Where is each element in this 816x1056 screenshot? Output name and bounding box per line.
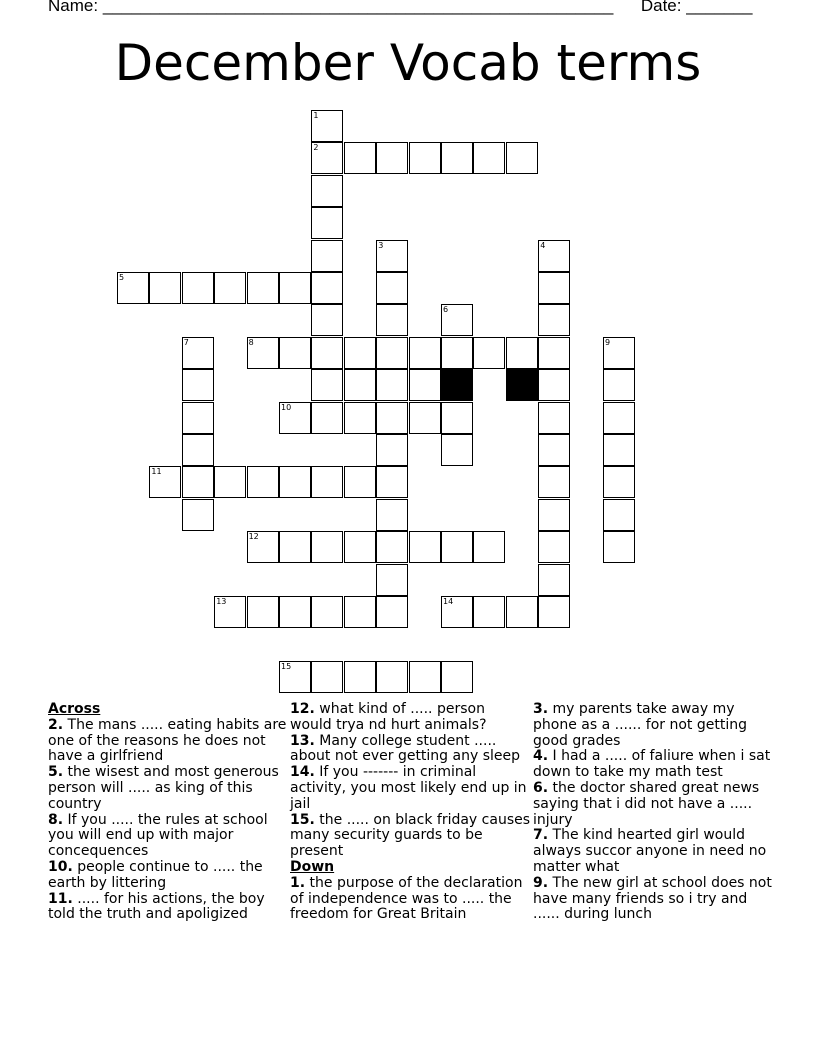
grid-cell[interactable]: [376, 466, 408, 498]
grid-cell[interactable]: [376, 240, 408, 272]
grid-cell[interactable]: [506, 337, 538, 369]
grid-cell[interactable]: [182, 499, 214, 531]
grid-cell[interactable]: [182, 402, 214, 434]
clue-number: 3.: [533, 701, 549, 717]
clue-text: The mans ..... eating habits are one of the reasons he does not have a girlfriend: [48, 716, 287, 765]
grid-cell[interactable]: [247, 531, 279, 563]
clue-number: 9.: [533, 874, 549, 891]
name-label: Name:: [48, 0, 99, 15]
grid-cell[interactable]: [149, 466, 181, 498]
clue-item: [533, 781, 773, 828]
grid-cell[interactable]: [538, 531, 570, 563]
clue-item: [290, 765, 530, 812]
grid-cell[interactable]: [603, 337, 635, 369]
grid-cell[interactable]: [311, 142, 343, 174]
grid-cell[interactable]: [538, 499, 570, 531]
grid-cell[interactable]: [603, 499, 635, 531]
grid-cell[interactable]: [441, 596, 473, 628]
clue-number: 2.: [48, 716, 64, 733]
grid-cell[interactable]: [311, 466, 343, 498]
clue-item: [48, 860, 288, 892]
grid-cell[interactable]: [473, 531, 505, 563]
grid-cell[interactable]: [538, 337, 570, 369]
clue-number: 1.: [290, 874, 306, 891]
clue-text: ..... for his actions, the boy told the truth and apoligized: [48, 890, 265, 923]
grid-cell[interactable]: [279, 337, 311, 369]
clue-text: people continue to ..... the earth by littering: [48, 858, 263, 891]
grid-cell[interactable]: [473, 596, 505, 628]
clue-number: 11.: [48, 890, 73, 907]
grid-cell[interactable]: [409, 337, 441, 369]
clue-text: the doctor shared great news saying that i did not have a ..... injury: [533, 779, 760, 828]
grid-cell[interactable]: [441, 661, 473, 693]
grid-cell[interactable]: [279, 466, 311, 498]
grid-cell[interactable]: [344, 466, 376, 498]
grid-cell[interactable]: [538, 240, 570, 272]
clue-item: [533, 702, 773, 749]
grid-cell[interactable]: [409, 531, 441, 563]
date-label: Date:: [640, 0, 682, 15]
cell-number: 7: [183, 337, 189, 347]
grid-cell[interactable]: [376, 142, 408, 174]
grid-cell[interactable]: [376, 337, 408, 369]
grid-cell[interactable]: [344, 142, 376, 174]
down-heading: Down: [290, 858, 335, 875]
clue-number: 10.: [48, 858, 73, 875]
grid-cell[interactable]: [279, 531, 311, 563]
grid-cell[interactable]: [538, 402, 570, 434]
grid-cell[interactable]: [311, 304, 343, 336]
clue-text: If you ------- in criminal activity, you most likely end up in jail: [290, 764, 527, 812]
cell-number: 13: [216, 597, 227, 606]
cell-number: 1: [313, 111, 319, 120]
cell-number: 15: [281, 661, 292, 671]
grid-cell[interactable]: [603, 369, 635, 401]
grid-cell[interactable]: [376, 304, 408, 336]
grid-cell[interactable]: [603, 531, 635, 563]
grid-cell[interactable]: [376, 272, 408, 304]
grid-cell[interactable]: [538, 596, 570, 628]
grid-cell[interactable]: [376, 596, 408, 628]
grid-cell[interactable]: [506, 596, 538, 628]
grid-cell[interactable]: [441, 402, 473, 434]
cell-number: 4: [540, 240, 546, 250]
grid-cell[interactable]: [603, 402, 635, 434]
clue-item: [533, 828, 773, 875]
grid-cell[interactable]: [376, 564, 408, 596]
grid-cell[interactable]: [538, 434, 570, 466]
grid-cell[interactable]: [441, 142, 473, 174]
grid-cell[interactable]: [279, 661, 311, 693]
grid-cell[interactable]: [344, 402, 376, 434]
grid-cell[interactable]: [279, 272, 311, 304]
cell-number: 10: [281, 402, 292, 412]
clue-item: [48, 892, 288, 924]
grid-cell[interactable]: [182, 369, 214, 401]
clue-number: 14.: [290, 764, 315, 781]
clue-column-1: [48, 702, 288, 923]
grid-cell[interactable]: [603, 466, 635, 498]
page-title: December Vocab terms: [114, 34, 702, 92]
grid-cell[interactable]: [344, 596, 376, 628]
grid-cell[interactable]: [409, 142, 441, 174]
cell-number: 11: [151, 467, 162, 477]
clue-text: what kind of ..... person would trya nd hurt animals?: [290, 701, 487, 733]
clue-text: the wisest and most generous person will ..... as king of this country: [48, 764, 279, 812]
grid-cell[interactable]: [538, 369, 570, 401]
grid-cell[interactable]: [344, 369, 376, 401]
grid-cell[interactable]: [441, 531, 473, 563]
cell-number: 12: [248, 532, 259, 542]
grid-cell[interactable]: [441, 434, 473, 466]
cell-number: 14: [443, 597, 454, 606]
cell-number: 2: [313, 143, 319, 153]
grid-cell[interactable]: [506, 142, 538, 174]
grid-cell[interactable]: [344, 661, 376, 693]
clue-column-2: [290, 702, 530, 923]
grid-cell[interactable]: [376, 402, 408, 434]
grid-cell[interactable]: [214, 596, 246, 628]
grid-cell[interactable]: [603, 434, 635, 466]
grid-cell[interactable]: [279, 596, 311, 628]
blocked-cell: [441, 369, 473, 401]
grid-cell[interactable]: [311, 661, 343, 693]
clue-item: [290, 702, 530, 734]
grid-cell[interactable]: [182, 466, 214, 498]
grid-cell[interactable]: [311, 337, 343, 369]
grid-cell[interactable]: [182, 337, 214, 369]
grid-cell[interactable]: [409, 661, 441, 693]
clue-number: 7.: [533, 827, 549, 844]
clue-item: [48, 718, 288, 765]
grid-cell[interactable]: [538, 564, 570, 596]
grid-cell[interactable]: [214, 466, 246, 498]
clue-item: [290, 734, 530, 766]
grid-cell[interactable]: [473, 337, 505, 369]
grid-cell[interactable]: [311, 272, 343, 304]
clue-text: The new girl at school does not have many friends so i try and ...... during lunch: [533, 874, 772, 923]
grid-cell[interactable]: [376, 434, 408, 466]
cell-number: 9: [605, 337, 611, 347]
name-blank[interactable]: ______________________________________________________: [102, 0, 614, 15]
clue-item: [290, 876, 530, 923]
grid-cell[interactable]: [376, 369, 408, 401]
across-heading: Across: [48, 701, 101, 717]
clue-number: 8.: [48, 811, 64, 828]
clue-item: [533, 876, 773, 923]
grid-cell[interactable]: [247, 337, 279, 369]
clue-column-3: [533, 702, 773, 923]
grid-cell[interactable]: [311, 369, 343, 401]
cell-number: 5: [119, 273, 125, 282]
clue-text: Many college student ..... about not ever getting any sleep: [290, 732, 521, 765]
grid-cell[interactable]: [409, 369, 441, 401]
clue-number: 5.: [48, 764, 64, 781]
clue-item: [48, 765, 288, 812]
grid-cell[interactable]: [441, 304, 473, 336]
clue-number: 4.: [533, 748, 549, 765]
grid-cell[interactable]: [149, 272, 181, 304]
grid-cell[interactable]: [473, 142, 505, 174]
grid-cell[interactable]: [409, 402, 441, 434]
grid-cell[interactable]: [279, 402, 311, 434]
grid-cell[interactable]: [441, 337, 473, 369]
clue-text: I had a ..... of faliure when i sat down to take my math test: [533, 748, 771, 781]
clue-item: [48, 813, 288, 860]
grid-cell[interactable]: [311, 207, 343, 239]
clue-number: 13.: [290, 732, 315, 749]
cell-number: 8: [248, 337, 254, 347]
grid-cell[interactable]: [214, 272, 246, 304]
grid-cell[interactable]: [311, 110, 343, 142]
grid-cell[interactable]: [247, 272, 279, 304]
clue-text: the purpose of the declaration of independence was to ..... the freedom for Great Britain: [290, 874, 523, 923]
grid-cell[interactable]: [311, 240, 343, 272]
grid-cell[interactable]: [311, 531, 343, 563]
clue-number: 12.: [290, 701, 315, 717]
clue-number: 15.: [290, 811, 315, 828]
grid-cell[interactable]: [311, 596, 343, 628]
clue-text: If you ..... the rules at school you will end up with major concequences: [48, 811, 268, 860]
grid-cell[interactable]: [247, 596, 279, 628]
grid-cell[interactable]: [376, 661, 408, 693]
cell-number: 6: [443, 305, 449, 315]
grid-cell[interactable]: [311, 175, 343, 207]
grid-cell[interactable]: [538, 466, 570, 498]
clue-text: the ..... on black friday causes many security guards to be present: [290, 811, 531, 860]
clue-text: The kind hearted girl would always succor anyone in need no matter what: [533, 827, 767, 875]
clue-number: 6.: [533, 779, 549, 796]
blocked-cell: [506, 369, 538, 401]
grid-cell[interactable]: [344, 531, 376, 563]
clue-text: my parents take away my phone as a ...... for not getting good grades: [533, 701, 747, 749]
grid-cell[interactable]: [311, 402, 343, 434]
grid-cell[interactable]: [538, 304, 570, 336]
cell-number: 3: [378, 240, 384, 250]
grid-cell[interactable]: [376, 499, 408, 531]
grid-cell[interactable]: [182, 272, 214, 304]
grid-cell[interactable]: [247, 466, 279, 498]
grid-cell[interactable]: [376, 531, 408, 563]
grid-cell[interactable]: [117, 272, 149, 304]
date-blank[interactable]: _______: [686, 0, 753, 15]
grid-cell[interactable]: [182, 434, 214, 466]
grid-cell[interactable]: [344, 337, 376, 369]
clue-item: [290, 813, 530, 860]
clue-item: [533, 749, 773, 781]
grid-cell[interactable]: [538, 272, 570, 304]
